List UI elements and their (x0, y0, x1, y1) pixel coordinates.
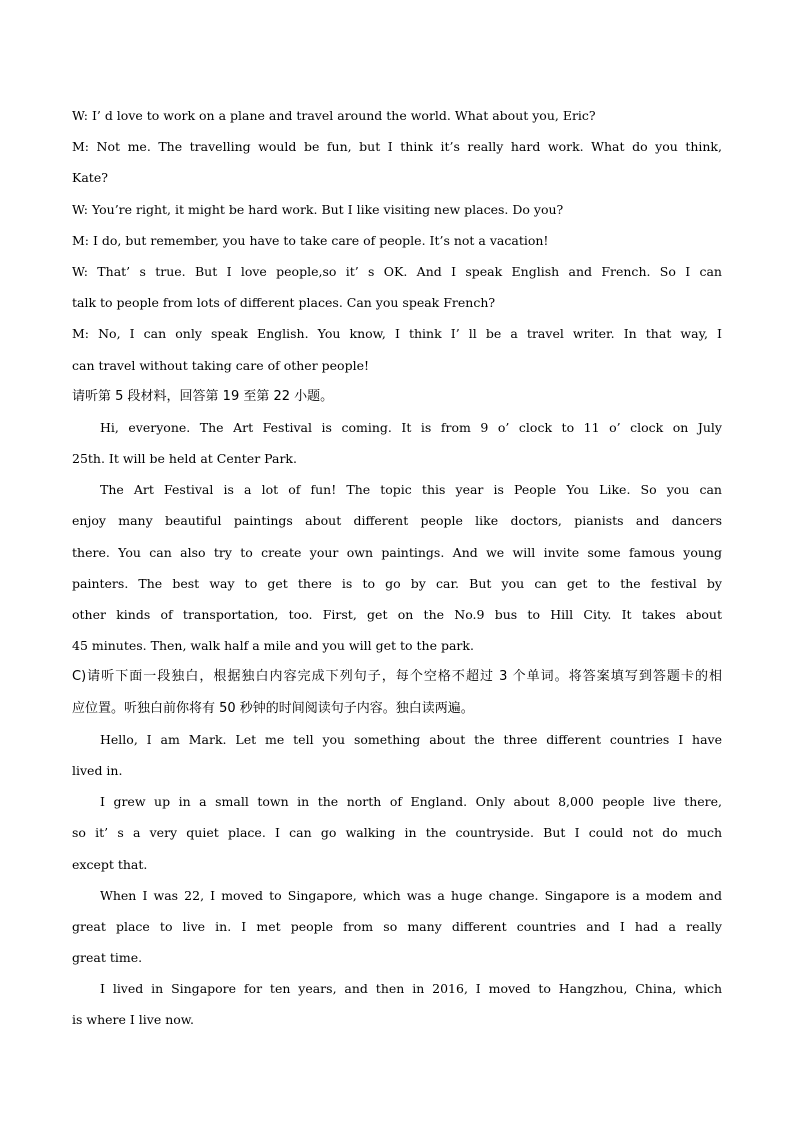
dialogue-line: M: No, I can only speak English. You know, I think I’ ll be a travel writer. In that way, I (72, 326, 722, 342)
monologue-line: great time. (72, 950, 143, 966)
monologue-line: lived in. (72, 762, 123, 778)
passage-line: other kinds of transportation, too. First, get on the No.9 bus to Hill City. It takes about (72, 607, 722, 622)
passage-line: painters. The best way to get there is to go by car. But you can get to the festival by (72, 575, 722, 591)
monologue-line: I grew up in a small town in the north of England. Only about 8,000 people live there, (100, 794, 722, 810)
section5-instruction: 请听第 5 段材料，回答第 19 至第 22 小题。 (72, 388, 334, 404)
section5-passage (72, 412, 722, 662)
dialogue-line: M: I do, but remember, you have to take care of people. It’s not a vacation! (72, 232, 549, 248)
passage-line: enjoy many beautiful paintings about different people like doctors, pianists and dancers (72, 513, 722, 529)
dialogue-section (72, 100, 722, 381)
monologue-line: When I was 22, I moved to Singapore, which was a huge change. Singapore is a modem and (100, 887, 722, 903)
passage-line: there. You can also try to create your own paintings. And we will invite some famous young (72, 544, 722, 560)
sectionC-instruction (72, 661, 722, 723)
monologue-line: I lived in Singapore for ten years, and then in 2016, I moved to Hangzhou, China, which (100, 981, 722, 997)
dialogue-line: can travel without taking care of other people! (72, 357, 369, 373)
dialogue-line: W: You’re right, it might be hard work. But I like visiting new places. Do you? (72, 201, 564, 217)
passage-line: Hi, everyone. The Art Festival is coming. It is from 9 o’ clock to 11 o’ clock on July (100, 419, 722, 435)
passage-line: 45 minutes. Then, walk half a mile and you will get to the park. (72, 638, 474, 654)
instruction-line: C)请听下面一段独白，根据独白内容完成下列句子，每个空格不超过 3 个单词。将答案填写到答题卡的相 (72, 669, 722, 685)
instruction-line: 应位置。听独白前你将有 50 秒钟的时间阅读句子内容。独白读两遍。 (72, 700, 474, 716)
monologue-line: great place to live in. I met people from so many different countries and I had a really (72, 918, 722, 934)
monologue-line: so it’ s a very quiet place. I can go walking in the countryside. But I could not do much (72, 825, 722, 841)
dialogue-line: M: Not me. The travelling would be fun, but I think it’s really hard work. What do you think, (72, 139, 722, 155)
monologue-line: Hello, I am Mark. Let me tell you something about the three different countries I have (100, 731, 722, 747)
monologue-line: is where I live now. (72, 1012, 194, 1028)
dialogue-line: W: That’ s true. But I love people,so it’ s OK. And I speak English and French. So I can (72, 263, 722, 279)
dialogue-line: talk to people from lots of different places. Can you speak French? (72, 295, 496, 311)
passage-line: The Art Festival is a lot of fun! The topic this year is People You Like. So you can (100, 482, 722, 498)
monologue-passage (72, 724, 722, 1036)
passage-line: 25th. It will be held at Center Park. (72, 451, 297, 467)
dialogue-line: Kate? (72, 170, 108, 186)
document-page (72, 100, 722, 1036)
monologue-line: except that. (72, 856, 148, 872)
dialogue-line: W: I’ d love to work on a plane and travel around the world. What about you, Eric? (72, 108, 596, 123)
